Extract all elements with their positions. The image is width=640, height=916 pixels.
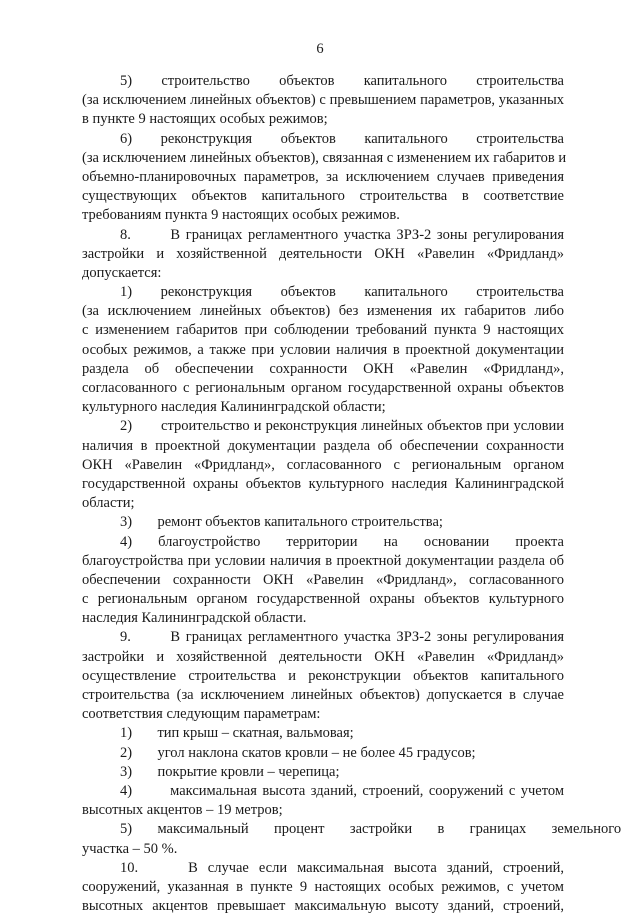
page-number: 6 bbox=[316, 41, 324, 57]
text-line: допускается: bbox=[82, 264, 162, 281]
text-line: 1) тип крыш – скатная, вальмовая; bbox=[120, 725, 354, 742]
text-line: осуществление строительства и реконструкции объектов капитального bbox=[82, 667, 564, 684]
text-line: требованиям пункта 9 настоящих особых режимов. bbox=[82, 207, 400, 224]
text-line: высотных акцентов – 19 метров; bbox=[82, 802, 283, 819]
text-line: государственной охраны объектов культурного наследия Калининградской bbox=[82, 475, 564, 492]
text-line: области; bbox=[82, 495, 135, 512]
text-line: (за исключением линейных объектов), связанная с изменением их габаритов и bbox=[82, 149, 567, 166]
text-line: 3) покрытие кровли – черепица; bbox=[120, 763, 340, 780]
text-line: с изменением габаритов при соблюдении требований пункта 9 настоящих bbox=[82, 322, 564, 339]
text-line: раздела об обеспечении сохранности ОКН «Равелин «Фридланд», bbox=[82, 360, 564, 377]
text-line: (за исключением линейных объектов) без изменения их габаритов либо bbox=[82, 303, 564, 320]
text-line: 10. В случае если максимальная высота зданий, строений, bbox=[120, 859, 564, 876]
text-line: наличия в проектной документации раздела об обеспечении сохранности bbox=[82, 437, 564, 454]
text-line: обеспечении сохранности ОКН «Равелин «Фридланд», согласованного bbox=[82, 571, 564, 588]
text-line: культурного наследия Калининградской области; bbox=[82, 399, 386, 416]
text-line: застройки и хозяйственной деятельности ОКН «Равелин «Фридланд» bbox=[82, 648, 564, 665]
text-line: 4) максимальная высота зданий, строений, сооружений с учетом bbox=[120, 782, 564, 799]
text-line: существующих объектов капитального строительства в соответствие bbox=[82, 188, 564, 205]
text-line: соответствия следующим параметрам: bbox=[82, 706, 321, 723]
text-line: особых режимов, а также при условии наличия в проектной документации bbox=[82, 341, 564, 358]
text-line: согласованного с региональным органом государственной охраны объектов bbox=[82, 380, 564, 396]
text-line: сооружений, указанная в пункте 9 настоящих особых режимов, с учетом bbox=[82, 878, 564, 895]
text-line: 3) ремонт объектов капитального строительства; bbox=[120, 514, 443, 531]
text-line: благоустройства при условии наличия в проектной документации раздела об bbox=[82, 552, 564, 569]
text-line: (за исключением линейных объектов) с превышением параметров, указанных bbox=[82, 92, 564, 109]
text-line: 4) благоустройство территории на основании проекта bbox=[120, 533, 564, 550]
text-line: участка – 50 %. bbox=[82, 840, 178, 857]
text-line: 5) максимальный процент застройки в границах земельного bbox=[120, 821, 622, 838]
text-line: в пункте 9 настоящих особых режимов; bbox=[82, 111, 328, 128]
text-line: 6) реконструкция объектов капитального строительства bbox=[120, 130, 564, 147]
text-line: 5) строительство объектов капитального строительства bbox=[120, 73, 564, 89]
text-line: 1) реконструкция объектов капитального строительства bbox=[120, 284, 564, 301]
text-line: наследия Калининградской области. bbox=[82, 610, 307, 627]
text-line: объемно-планировочных параметров, за исключением случаев приведения bbox=[82, 168, 564, 185]
text-line: с региональным органом государственной охраны объектов культурного bbox=[82, 591, 564, 608]
text-line: строительства (за исключением линейных объектов) допускается в случае bbox=[82, 687, 564, 703]
text-line: застройки и хозяйственной деятельности ОКН «Равелин «Фридланд» bbox=[82, 245, 564, 262]
text-line: 2) строительство и реконструкция линейных объектов при условии bbox=[120, 418, 564, 435]
document-body bbox=[82, 72, 622, 916]
text-line: 2) угол наклона скатов кровли – не более 45 градусов; bbox=[120, 744, 476, 761]
text-line: высотных акцентов превышает максимальную высоту зданий, строений, bbox=[82, 898, 564, 915]
text-line: 8. В границах регламентного участка ЗРЗ-2 зоны регулирования bbox=[120, 226, 564, 243]
text-line: ОКН «Равелин «Фридланд», согласованного с региональным органом bbox=[82, 456, 564, 473]
text-line: 9. В границах регламентного участка ЗРЗ-2 зоны регулирования bbox=[120, 629, 564, 646]
